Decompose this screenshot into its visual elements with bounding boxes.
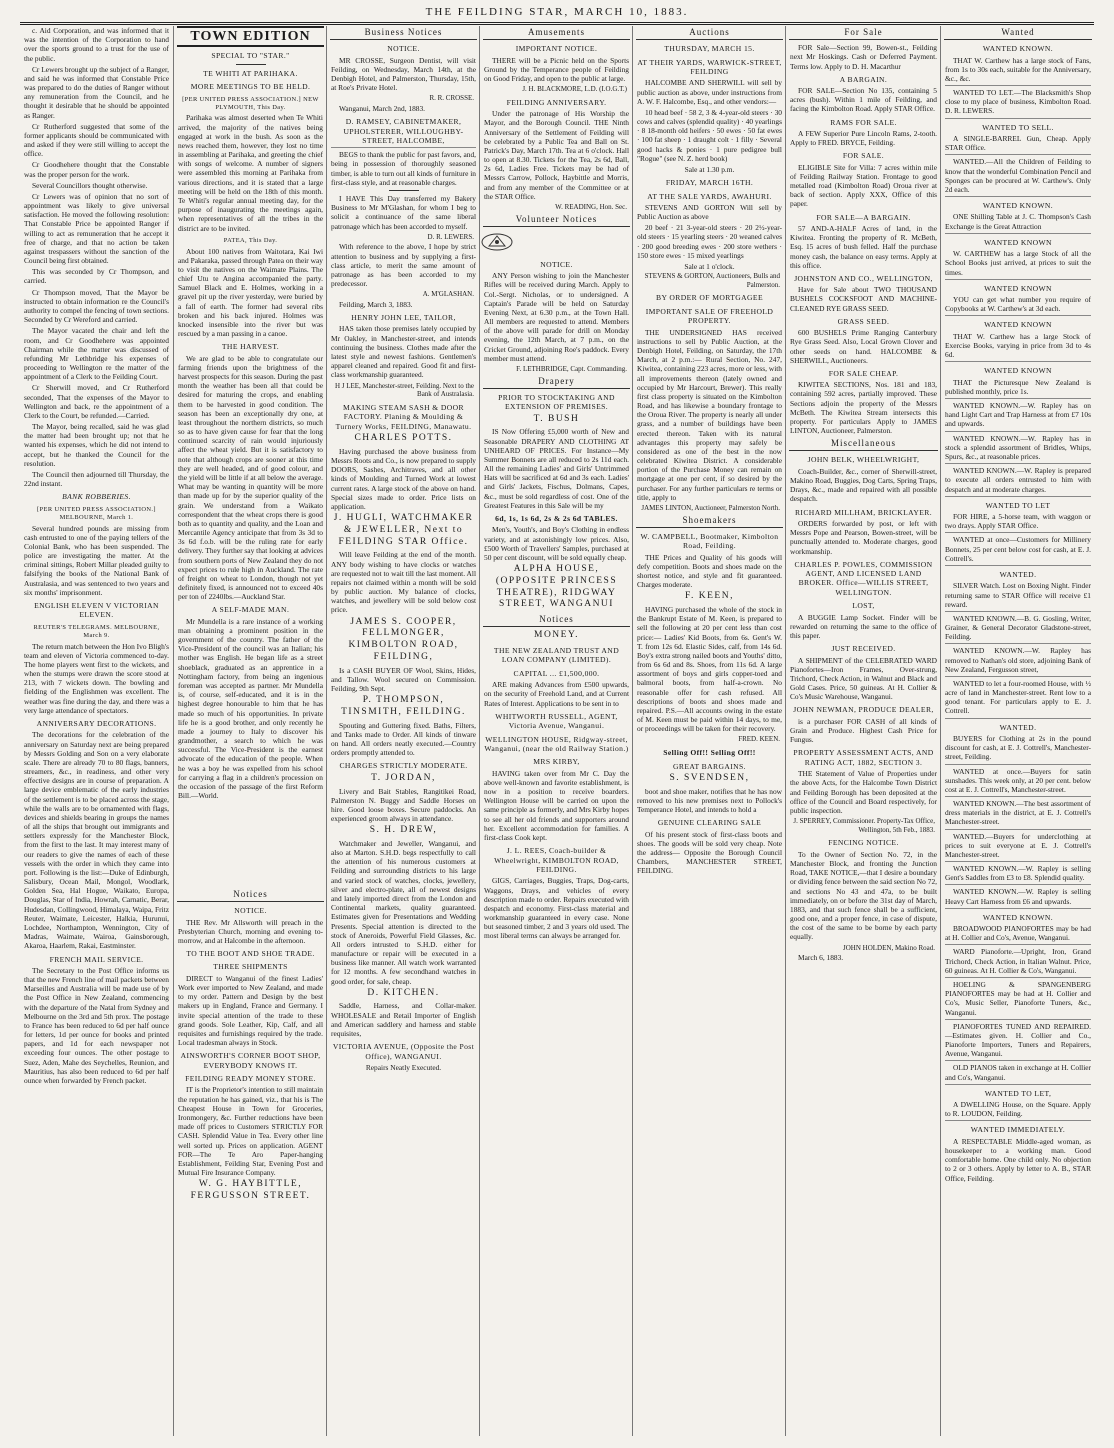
section-header-volunteer: Volunteer Notices (483, 213, 630, 227)
ad-text: BEGS to thank the public for past favors, and, being in possession of thoroughly seasoned timber, is able to turn out all kinds of furniture in first-class style, and at reasonable charges. (331, 150, 476, 187)
wanted-ad: WANTED KNOWN.—W. Rapley has in stock a splendid assortment of Bridles, Whips, Spurs, &c., at reasonable prices. (945, 434, 1091, 465)
ad-heading: RAMS FOR SALE. (830, 117, 897, 127)
wanted-ad: SILVER Watch. Lost on Boxing Night. Finder returning same to STAR Office will receive £1 reward. (945, 581, 1091, 612)
ad-text: Repairs Neatly Executed. (365, 1062, 442, 1072)
dateline: REUTER'S TELEGRAMS. MELBOURNE, March 9. (33, 623, 160, 639)
article-paragraph: The Mayor vacated the chair and left the room, and Cr Goodhehere was appointed Chairman while the matter was discussed of refunding Mr Lethbridge his expenses of proceeding to Wellington re the matter of the appointment of a Clerk to the Feilding Court. (24, 326, 169, 382)
ad-heading: LOST, (852, 601, 875, 611)
wanted-ad: BUYERS for Clothing at 2s in the pound discount for cash, at E. J. Cottrell's, Manchester-street, Feilding. (945, 734, 1091, 765)
special-line: SPECIAL TO "STAR." (211, 51, 290, 61)
ad-heading-alpha: ALPHA HOUSE, (OPPOSITE PRINCESS THEATRE), RIDGWAY STREET, WANGANUI (495, 564, 618, 610)
article-paragraph: c. Aid Corporation, and was informed that it was the intention of the Corporation to hand over the sports ground to a trust for the use of the public. (24, 26, 169, 63)
ad-text: Having purchased the above business from Messrs Roots and Co., is now prepared to supply DOORS, Sashes, Architraves, and all other kinds of Moulding and Turned Work at lowest current rates. A large stock of the above on hand. Special sizes made to order. Price lists on application. (331, 446, 476, 511)
wanted-ad: WANTED to let a four-roomed House, with ½ acre of land in Manchester-street. Rent low to a good tenant. For particulars apply to E. J. Cottrell. (945, 679, 1091, 719)
article-paragraph: About 100 natives from Waitotara, Kai Iwi and Pakaraka, passed through Patea on their way to visit the natives on the Waimate Plains. The chief Utu te Angina accompanied the party. Samuel Black and E. Holmes, working in a gravel pit up the river yesterday, were buried by a fall of earth. The former had several ribs broken and his back injured. Holmes was knocked insensible into the river but was rescued by a man passing in a canoe. (178, 246, 323, 339)
ad-heading-potts: CHARLES POTTS. (354, 433, 453, 444)
article-paragraph: The Secretary to the Post Office informs us that the new French line of mail packets between Marseilles and Australia will be made use of by the Post Office in New Zealand, commencing with the departure of the Natal from Sydney and Melbourne on the 3rd and 5th prox. The postage to France has been reduced to 6d per half ounce for letters, 1d per ounce for books and printed papers, and 1d for each newspaper not exceeding four ounces. The other postage to Suez, Aden, Mahe des Seychelles, Reunion, and Mauritius, has also been reduced to 6d per half ounce when forwarded by French packet. (24, 965, 169, 1085)
wanted-ad: WANTED KNOWN.—W. Rapley is selling Gent's Saddles from £3 to £8. Splendid quality. (945, 864, 1091, 885)
article-paragraph: The Council then adjourned till Thursday, the 22nd instant. (24, 469, 169, 489)
ad-heading: CHARGES STRICTLY MODERATE. (339, 761, 468, 771)
headline-harvest: THE HARVEST. (221, 342, 280, 352)
ad-heading-fencing: FENCING NOTICE. (828, 838, 899, 848)
ad-heading-kitchen: D. KITCHEN. (367, 987, 440, 998)
ad-text: Saddle, Harness, and Collar-maker. WHOLESALE and Retail Importer of English and American saddlery and harness and stable requisites, (331, 1001, 476, 1038)
ad-text: HAVING purchased the whole of the stock in the Bankrupt Estate of M. Keen, is prepared to sell the following at 20 per cent less than cost price:— Ladies' Kid Boots, from 6s. Gent's W. T. from 12s 6d. Elastic Sides, calf, from 14s 6d. Boy's extra strong nailed boots and Youths' ditto, from 6s 6d and 8s. Shoes, from 11s 6d. A large assortment of boys and girls copper-toed and balmoral boots, from half-a-crown. No reasonable offer for cash refused. All descriptions of boots and shoes made and repaired. P.S.—All accounts owing in the estate of M. Keen must be paid within 14 days, to me, or proceedings will be taken for their recovery. (637, 605, 782, 734)
ad-date: Wanganui, March 2nd, 1883. (339, 103, 426, 113)
auction-date: FRIDAY, MARCH 16TH. (665, 178, 754, 188)
ad-signature: J. SPERREY, Commissioner. Property-Tax Office, Wellington, 5th Feb., 1883. (793, 817, 935, 834)
ad-heading-whitworth: WHITWORTH RUSSELL, AGENT, Victoria Avenue, Wanganui. (495, 711, 618, 731)
wanted-ad: WANTED KNOWN.—W. Rapley is selling Heavy Cart Harness from £6 and upwards. (945, 887, 1091, 908)
ad-signature: FRED. KEEN. (738, 735, 780, 744)
ad-heading-kirby: MRS KIRBY, (533, 757, 580, 767)
column-auctions (632, 26, 786, 1436)
ad-heading-ready-money: FEILDING READY MONEY STORE. (185, 1074, 316, 1084)
ad-heading-newman: JOHN NEWMAN, PRODUCE DEALER, (793, 705, 934, 715)
ad-text: Coach-Builder, &c., corner of Sherwill-street, Makino Road, Buggies, Dog Carts, Spring Traps, Drays, &c., made and repaired with all possible despatch. (790, 466, 937, 504)
divider (236, 64, 266, 65)
ad-text: THE Statement of Value of Properties under the above Acts, for the Halcombe Town District and Feilding Borough has been deposited at the office of the Council and Board respectively, for public inspection. (790, 769, 937, 815)
dateline: PATEA, This Day. (223, 236, 278, 244)
notice-heading: NOTICE. (387, 44, 420, 54)
ad-heading-bargains: GREAT BARGAINS. (673, 761, 746, 771)
article-paragraph: This was seconded by Cr Thompson, and carried. (24, 267, 169, 286)
ad-text: Is a CASH BUYER OF Wool, Skins, Hides, and Tallow. Wool secured on Commission. Feilding, 9th Sept. (331, 665, 476, 693)
ad-heading-johnston: JOHNSTON AND CO., WELLINGTON, (794, 273, 933, 283)
wanted-heading: WANTED. (999, 722, 1037, 732)
wanted-ad: OLD PIANOS taken in exchange at H. Collier and Co's, Wanganui. (945, 1063, 1091, 1084)
ad-heading-svendsen: S. SVENDSEN, (669, 772, 750, 783)
ad-heading: JUST RECEIVED. (831, 644, 896, 654)
newspaper-page (20, 26, 1094, 1436)
ad-signature: JOHN HOLDEN, Makino Road. (843, 943, 935, 952)
article-paragraph: The return match between the Hon Ivo Bligh's team and eleven of Victoria commenced to-day. The home players went first to the wickets, and when the stumps were drawn the score stood at 213, with 7 wickets down. The bowling and fielding of the Englishmen was excellent. The weather was fine during the day, and there was a very large attendance of spectators. (24, 641, 169, 715)
divider (389, 190, 419, 191)
wanted-ad: A RESPECTABLE Middle-aged woman, as housekeeper to a working man. Good comfortable home. One child only. No objection to 2 or 3 others. Apply by letter to A. B., STAR Office, Feilding. (945, 1136, 1091, 1183)
wanted-ad: THAT W. Carthew has a large stock of Fans, from 1s to 30s each, suitable for the Anniversary, &c., &c. (945, 56, 1091, 87)
ad-heading-ainsworth: AINSWORTH'S CORNER BOOT SHOP, EVERYBODY KNOWS IT. (180, 1051, 321, 1070)
ad-heading-hugli: J. HUGLI, WATCHMAKER & JEWELLER, Next to FEILDING STAR Office. (333, 513, 474, 547)
ad-signature: A. M'GLASHAN. (422, 290, 474, 299)
ad-heading-lee: HENRY JOHN LEE, TAILOR, (351, 313, 456, 323)
ad-heading: PRIOR TO STOCKTAKING AND EXTENSION OF PREMISES. (498, 392, 615, 412)
lot-list: 10 head beef · 58 2, 3 & 4-year-old steers · 30 cows and calves (splendid quality) · 40 yearlings · 8 18-month old heifers · 50 ewes · 50 fat ewes · 100 fat sheep · 1 draught colt · 1 filly · Several good hacks & ponies · 1 pure pedigree bull "Rogue" (see N. Z. herd book) (637, 107, 782, 163)
auction-location: AT THE SALE YARDS, AWAHURI. (647, 191, 772, 201)
ad-heading: THREE SHIPMENTS (213, 962, 288, 972)
ad-text: HAVING taken over from Mr C. Day the above well-known and favorite establishment, is now in a position to receive boarders. Wellington House will be carried on upon the same principle as formerly, and Mrs Kirby hopes to see all her old friends and supporters around her. Excellent accommodation for families. A first-class Cook kept. (484, 768, 629, 842)
section-header-miscellaneous: Miscellaneous (789, 437, 938, 451)
wanted-ad: ONE Shilling Table at J. C. Thompson's Cash Exchange is the Great Attraction (945, 212, 1091, 233)
wanted-heading: WANTED TO LET (985, 500, 1051, 510)
wanted-ad: WANTED KNOWN.—The best assortment of dress materials in the district, at E. J. Cottrell's Manchester-street. (945, 799, 1091, 830)
wanted-ad: WANTED KNOWN.—W. Rapley has removed to Nathan's old store, adjoining Bank of New Zealand, Fergusson street, (945, 646, 1091, 677)
ad-signature: F. LETHBRIDGE, Capt. Commanding. (516, 365, 627, 373)
section-header-wanted: Wanted (944, 26, 1092, 40)
ad-heading: FOR SALE—A BARGAIN. (816, 212, 911, 222)
ad-heading-ramsey: D. RAMSEY, CABINETMAKER, UPHOLSTERER, WILLOUGHBY-STREET, HALCOMBE, (331, 117, 476, 148)
auction-date: THURSDAY, MARCH 15. (664, 44, 755, 54)
ad-text: HALCOMBE AND SHERWILL will sell by public auction as above, under instructions from A. W. F. Halcombe, Esq., and other vendors:— (637, 78, 782, 106)
ad-text: THERE will be a Picnic held on the Sports Ground by the Temperance people of Feilding on Good Friday, and open to the public at large. (484, 55, 629, 83)
town-edition-title: TOWN EDITION (177, 26, 324, 47)
ad-text: 600 BUSHELS Prime Ranging Canterbury Rye Grass Seed. Also, Local Grown Clover and other seeds on hand. HALCOMBE & SHERWILL, Auctioneers. (790, 328, 937, 365)
ad-text: GIGS, Carriages, Buggies, Traps, Dog-carts, Waggons, Drays, and vehicles of every description made to order. Repairs executed with despatch and economy. First-class material and workmanship guaranteed in every case. None but seasoned timber, 2 and 3 years old used. The most liberal terms can always be arranged for. (484, 876, 629, 941)
headline-french-mail: FRENCH MAIL SERVICE. (49, 954, 144, 964)
wanted-ad: PIANOFORTES TUNED AND REPAIRED.—Estimates given. H. Collier and Co., Pianoforte Importers, Tuners and Repairers, Avenue, Wanganui. (945, 1022, 1091, 1062)
ad-heading-powles: CHARLES P. POWLES, COMMISSION AGENT, AND LICENSED LAND BROKER. Office—WILLIS STREET, WELLINGTON. (794, 559, 933, 597)
ad-text: Have for Sale about TWO THOUSAND BUSHELS COCKSFOOT AND MACHINE-CLEANED RYE GRASS SEED. (790, 285, 937, 313)
ad-text: THE Prices and Quality of his goods will defy competition. Boots and shoes made on the shortest notice, and style and fit guaranteed. Charges moderate. (637, 552, 782, 590)
ad-text: is a purchaser FOR CASH of all kinds of Grain and Produce. Highest Cash Price for Fungus. (790, 716, 937, 745)
ad-heading-bush: T. BUSH (533, 413, 580, 424)
ad-heading-trust: THE NEW ZEALAND TRUST AND LOAN COMPANY (LIMITED). (493, 646, 620, 665)
ad-text: ARE making Advances from £500 upwards, on the security of Freehold Land, and at Current Rates of Interest. Applications to be sent in to (484, 680, 629, 708)
wanted-heading: WANTED KNOWN (984, 320, 1052, 330)
crest-emblem-icon (480, 232, 514, 252)
wanted-heading: WANTED. (999, 569, 1037, 579)
ad-text: boot and shoe maker, notifies that he has now removed to his new premises next to Pollock's Temperance Hotel, and intends to hold a (637, 786, 782, 815)
wanted-ad: WANTED KNOWN.—B. G. Gosling, Writer, Grainer, & General Decorator Gladstone-street, Feilding. (945, 614, 1091, 645)
wanted-ad: A SINGLE-BARREL Gun, Cheap. Apply STAR Office. (945, 134, 1091, 155)
wanted-ad: WANTED TO LET.—The Blacksmith's Shop close to my place of business, Kimbolton Road. D. R. LEWERS. (945, 88, 1091, 119)
article-paragraph: Cr Lewers was of opinion that no sort of appointment was likely to give universal satisfaction. He moved the following resolution: That Constable Price be appointed Ranger if willing to act as remuneration that he accept it free of charge, and that no action be taken against trespassers without the sanction of the Council being first obtained. (24, 191, 169, 266)
article-paragraph: The Mayor, being recalled, said he was glad the matter had been brought up; not that he wanted his expenses, which he did not intend to accept, but he thanked the Council for the resolution. (24, 422, 169, 468)
ad-heading-millham: RICHARD MILLHAM, BRICKLAYER. (794, 507, 933, 517)
ad-heading-victoria: VICTORIA AVENUE, (Opposite the Post Office), WANGANUI. (332, 1042, 475, 1061)
ad-text: ORDERS forwarded by post, or left with Messrs Pope and Pearson, Bowen-street, will be punctually attended to. Moderate charges, good workmanship. (790, 518, 937, 556)
ad-heading-wellington-house: WELLINGTON HOUSE, Ridgway-street, Wanganui, (near the old Railway Station.) (484, 734, 629, 753)
ad-text: STEVENS AND GORTON Will sell by Public Auction as above (637, 202, 782, 222)
ad-heading-tables: 6d, 1s, 1s 6d, 2s & 2s 6d TABLES. (495, 513, 618, 523)
ad-text: Livery and Bait Stables, Rangitikei Road, Palmerston N. Buggy and Saddle Horses on hire. Good loose boxes. Secure paddocks. An experienced groom always in attendance. (331, 786, 476, 824)
ad-heading: FOR SALE. (842, 151, 885, 161)
article-paragraph: We are glad to be able to congratulate our farming friends upon the brightness of the harvest prospects for this season. During the past month the weather has been all that could be desired for maturing the crops, and enabling them to be harvested in good condition. The season has been an exceptionally dry one, at least throughout the northern districts, so much so as to have given cause for fear that the long continued scarcity of rain would injuriously affect the wheat yield. But it is satisfactory to note that although crops are sooner at this time they are well headed, and of good colour, and the yield will be little if at all below the average. What may be wanting in quantity will be more than made up for by the superior quality of the grain. We understand from a Waikato correspondent that the wheat crops there is good both as to quantity and quality, and the Loan and Mercantile Agency anticipate that from 3s 3d to 3s 6d f.o.b. will be the ruling rate for early delivery. They further say that looking at advices from southern ports of New Zealand they do not expect prices to rule high in Auckland. The rate of freight on wheat to London, though not yet definitely fixed, is announced not to exceed 40s per ton of 2240lbs.—Auckland Star. (178, 353, 323, 602)
ad-text: With reference to the above, I hope by strict attention to business and by supplying a first-class article, to merit the same amount of patronage as has been accorded to my predecessor. (331, 242, 476, 289)
notice-heading: NOTICE. (234, 906, 267, 916)
article-paragraph: Cr Sherwill moved, and Cr Rutherford seconded, That the expenses of the Mayor to Wellington and back, re the appointment of a Clerk to the Court, be refunded.—Carried. (24, 383, 169, 420)
section-header-auctions: Auctions (636, 26, 783, 40)
ad-text: THE UNDERSIGNED HAS received instructions to sell by Public Auction, at the Denbigh Hotel, Feilding, on Saturday, the 17th March, at 2 p.m.:— Rural Section, No. 247, Kiwitea, containing 223 acres, more or less, with all improvements thereon (lately owned and occupied by Mr Harcourt, Brewer). This really first class property is situated on the Kimbolton Road, and has likewise a boundary frontage to the Oroua River. The property is nearly all under grass, and a number of buildings have been erected thereon. Taken with its natural advantages this property may safely be considered as one of the best in the now celebrated Kiwitea District. A considerable portion of the Purchase Money can remain on mortgage at one per cent, if so desired by the purchaser. For any further particulars re terms or title, apply to (637, 327, 782, 502)
town-edition-section (174, 26, 327, 888)
ad-date: Feilding, March 3, 1883. (339, 299, 413, 309)
ad-text: Men's, Youth's, and Boy's Clothing in endless variety, and at astonishingly low prices. Also, £500 Worth of Travellers' Samples, purchased at 50 per cent discount, will be sold equally cheap. (484, 525, 629, 562)
headline-te-whiti: TE WHITI AT PARIHAKA. (203, 68, 298, 78)
wanted-ad: THAT W. Carthew has a large Stock of Exercise Books, varying in price from 3d to 4s 6d. (945, 332, 1091, 363)
ad-text: ANY Person wishing to join the Manchester Rifles will be received during March. Apply to Col.-Sergt. Nicholas, or to undersigned. A Captain's Parade will be held on Saturday Evening Next, at 6.30 p.m., at the Town Hall. All members are requested to attend. Members of the above will parade for drill on Monday evening, the 12th March, at 7 p.m., on the Cricket Ground, adjoining Roe's paddock. Every member must attend. (484, 271, 629, 363)
headline-cricket: ENGLISH ELEVEN V VICTORIAN ELEVEN. (34, 600, 159, 620)
notice-text: THE Rev. Mr Allsworth will preach in the Presbyterian Church, morning and evening to-morrow, and at Halcombe in the afternoon. (178, 917, 323, 945)
wanted-ad: FOR HIRE, a 5-horse team, with waggon or two drays. Apply STAR Office. (945, 512, 1091, 533)
headline-meetings: MORE MEETINGS TO BE HELD. (190, 82, 311, 92)
ad-text: Of his present stock of first-class boots and shoes. The goods will be sold very cheap. Note the address— Opposite the Borough Council Chambers, MANCHESTER STREET, FEILDING. (637, 829, 782, 876)
wanted-ad: W. CARTHEW has a large Stock of all the School Books just arrived, at prices to suit the times. (945, 249, 1091, 280)
section-header-drapery: Drapery (483, 375, 630, 389)
ad-text: I HAVE This Day transferred my Bakery Business to Mr M'Glashan, for whom I beg to solicit a continuance of the same liberal patronage which has been accorded to myself. (331, 194, 476, 231)
ad-text: A SHIPMENT of the CELEBRATED WARD Pianofortes—Iron Frames, Over-strung, Trichord, Check Action, in Walnut and Black and Gold Cases. Price, 50 guineas. At H. Collier & Co's Music Warehouse, Wanganui. (790, 655, 937, 702)
ad-heading: FOR SALE CHEAP. (828, 368, 899, 378)
ad-signature: STEVENS & GORTON, Auctioneers, Bulls and Palmerston. (644, 272, 780, 289)
wanted-heading: WANTED TO SELL. (982, 122, 1054, 132)
article-paragraph: Several Councillors thought otherwise. (32, 180, 148, 190)
column-local-news (20, 26, 173, 1436)
ad-text: MR CROSSE, Surgeon Dentist, will visit Feilding, on Wednesday, March 14th, at the Denbigh Hotel, and Palmerston, Thursday, 15th, at Roe's Private Hotel. (331, 55, 476, 93)
ad-heading-jordan: T. JORDAN, (371, 772, 436, 783)
column-amusements (479, 26, 633, 1436)
ad-text: ELIGIBLE Site for Villa: 7 acres within mile of Feilding Railway Station. Frontage to good metalled road (Kimbolton Road) Oroua river at back of section. Apply XXX, Office of this paper. (790, 162, 937, 209)
wanted-ad: WANTED at once—Customers for Millinery Bonnets, 25 per cent below cost for cash, at E. J. Cottrell's. (945, 535, 1091, 566)
sale-time: Sale at 1 o'clock. (684, 261, 735, 271)
wanted-ad: WANTED KNOWN.—W. Rapley is prepared to execute all orders entrusted to him with despatch and at moderate charges. (945, 466, 1091, 497)
ad-signature: H J LEE, Manchester-street, Feilding. Next to the Bank of Australasia. (334, 381, 474, 399)
ad-text: To the Owner of Section No. 72, in the Manchester Block, and fronting the Junction Road, TAKE NOTICE,—that I desire a boundary or dividing fence between the said section No 72, and sections No 43 and 47a, to be built immediately, on or before the 31st day of March, 1883, and that such fence shall be a sufficient, good one, and a proper fence, in case of dispute, the cost of the same to be borne by each party equally. (790, 849, 937, 942)
article-paragraph: Cr Goodhehere thought that the Constable was the proper person for the work. (24, 160, 169, 179)
ad-text: Will leave Feilding at the end of the month. ANY body wishing to have clocks or watches are requested not to wait till the last moment. All repairs not claimed within a month will be sold by public auction. My balance of clocks, watches, and jewellery will be sold below cost price. (331, 550, 476, 615)
auction-location: AT THEIR YARDS, WARWICK-STREET, FEILDING (637, 57, 782, 76)
ad-signature: JAMES LINTON, Auctioneer, Palmerston North. (641, 503, 780, 512)
section-header-for-sale: For Sale (789, 26, 938, 40)
masthead: THE FEILDING STAR, MARCH 10, 1883. (425, 6, 689, 18)
ad-heading-drew: S. H. DREW, (369, 825, 438, 836)
ad-heading: GRASS SEED. (837, 316, 890, 326)
lot-list: 20 beef · 21 3-year-old steers · 20 2½-year-old steers · 15 yearling steers · 20 weaned calves · 200 good breeding ewes · 200 store wethers · 150 store ewes · 15 mixed yearlings (637, 223, 782, 260)
column-business-notices (326, 26, 480, 1436)
ad-text: KIWITEA SECTIONS, Nos. 181 and 183, containing 592 acres, partially improved. These Sections adjoin the property of the Messrs McBeth. The Kiwitea Stream intersects this property. For particulars Apply to JAMES LINTON, Auctioneer, Palmerston. (790, 380, 937, 436)
ad-heading-belk: JOHN BELK, WHEELWRIGHT, (807, 455, 920, 465)
ad-text: Spouting and Guttering fixed. Baths, Filters, and Tanks made to Order. All kinds of tinware on hand. All orders neatly executed.—Country orders promptly attended to. (331, 720, 476, 758)
ad-heading-clearing-sale: GENUINE CLEARING SALE (657, 818, 762, 828)
ad-text: FOR SALE—Section No 135, containing 5 acres (bush). Within 1 mile of Feilding, and facing the Kimbolton Road. Apply STAR Office. (790, 86, 937, 114)
ad-heading-keen: F. KEEN, (685, 591, 734, 602)
wanted-heading: WANTED KNOWN (984, 366, 1052, 376)
wanted-ad: BROADWOOD PIANOFORTES may be had at H. Collier and Co's, Avenue, Wanganui. (945, 924, 1091, 945)
wanted-heading: WANTED IMMEDIATELY. (970, 1125, 1066, 1135)
wanted-heading: WANTED KNOWN (984, 237, 1052, 247)
article-paragraph: Parihaka was almost deserted when Te Whiti arrived, the majority of the natives being engaged at work in the bush. As soon as the news reached them, however, they lost no time in assembling at Parihaka, and greeting the chief with songs of welcome. A number of signers were assembled this morning at Parihaka from various directions, and it is stated that a large meeting will be held on the 18th of this month. Te Whiti's regular annual meeting day, for the purpose of inaugurating the meetings again, when representatives of all the tribes in the district are to be invited. (178, 113, 323, 233)
masthead-rule (20, 22, 1094, 23)
ad-heading-thompson: P. THOMPSON, TINSMITH, FEILDING. (341, 695, 466, 717)
column-town-edition (173, 26, 327, 1436)
ad-text: A BUGGIE Lamp Socket. Finder will be rewarded on returning the same to the office of this paper. (790, 612, 937, 641)
ad-heading-campbell: W. CAMPBELL, Bootmaker, Kimbolton Road, Feilding. (640, 531, 779, 551)
section-header-business: Business Notices (330, 26, 477, 40)
masthead-rule-double (20, 24, 1094, 25)
ad-heading-sash: MAKING STEAM SASH & DOOR FACTORY. Planing & Moulding & Turnery Works, FEILDING, Manawatu. (335, 402, 472, 431)
ad-signature: R. R. CROSSE. (429, 94, 474, 103)
wanted-heading: WANTED KNOWN (984, 283, 1052, 293)
ad-text: DIRECT to Wanganui of the finest Ladies' Work ever imported to New Zealand, and made to my order. Pattern and Design by the best makers up in England, France and Germany. I invite special attention of the trade to these grand goods. Sole Leather, Kip, Calf, and all requisites and furnishings required by the trade. Local tradesman always in Stock. (178, 973, 323, 1048)
article-paragraph: Mr Mundella is a rare instance of a working man obtaining a prominent position in the government of the country. The father of the Vice-President of the council was an Italian; his mother was English. He began life as a street shoeblack, graduated as an apprentice in a Nottingham factory, from being an ingenious foreman was accepted as partner. Mr Mundella is, of course, self-educated, and it is in the highest degree honourable to him that he has made so much of his opportunities. In private life he is a good brother, and only recently he made a journey to Italy to discover his grandmother, a search to which he was successful. The Vice-President is the earnest advocate of the education of the people. When he was a boy he was expelled from his school for carrying a flag in a children's procession on the occasion of the passage of the first Reform Bill.—World. (178, 616, 323, 801)
ad-heading-mortgagee: BY ORDER OF MORTGAGEE (655, 293, 764, 303)
ad-text: Under the patronage of His Worship the Mayor, and the Borough Council. THE Ninth Anniversary of the Settlement of Feilding will be celebrated by a Public Tea and Ball on St. Patrick's Day, March 17th. Tea at 6 o'clock. Hall to open at 8.30. Tickets for the Tea, 2s 6d, Ball, 2s 6d, Ladies Free. Tickets may be had of Messrs Carrow, Pollock, Haybittle and Morris, and from any member of the Committee or at the STAR Office. (484, 109, 629, 201)
column-wanted (940, 26, 1095, 1436)
section-header-shoemakers: Shoemakers (636, 514, 783, 528)
ad-heading-property-acts: PROPERTY ASSESSMENT ACTS, AND RATING ACT, 1882, SECTION 3. (793, 748, 934, 767)
notice-heading: IMPORTANT NOTICE. (515, 44, 598, 54)
ad-heading-cooper: JAMES S. COOPER, FELLMONGER, KIMBOLTON ROAD, FEILDING, (348, 616, 459, 662)
ad-signature: W. READING, Hon. Sec. (555, 202, 627, 211)
ad-heading: A BARGAIN. (839, 74, 888, 84)
ad-text: IT is the Proprietor's intention to still maintain the reputation he has gained, viz., that his is The Cheapest House in Town for Groceries, Ironmongery, &c. Further reductions have been made off prices to Customers STRICTLY FOR CASH. Splendid Value in Tea. Every other line well sorted up. Prices on application. AGENT FOR—The Te Aro Paper-hanging Establishment, Feilding Star, Evening Post and Mutual Fire Insurance Company. (178, 1085, 323, 1178)
ad-heading-selling-off: Selling Off!! Selling Off!! (663, 748, 756, 758)
article-paragraph: Cr Thompson moved, That the Mayor be instructed to obtain information re the Council's authority to compel the fencing of town sections. Seconded by Cr Wereford and carried. (24, 287, 169, 325)
section-header-notices: Notices (483, 613, 630, 627)
dateline: [PER UNITED PRESS ASSOCIATION.] MELBOURNE, March 1. (37, 505, 156, 521)
ad-heading-freehold: IMPORTANT SALE OF FREEHOLD PROPERTY. (645, 306, 774, 326)
ad-text: 57 AND-A-HALF Acres of land, in the Kiwitea. Fronting the property of R. McBeth, Esq. 15 acres of bush felled. Half the purchase money cash, the balance on easy terms. Apply at this office. (790, 224, 937, 270)
article-paragraph: Cr Rutherford suggested that some of the former applicants should be communicated with and asked if they were still willing to accept the office. (24, 121, 169, 159)
wanted-ad: WANTED KNOWN.—W. Rapley has on hand Light Cart and Trap Harness at from £7 10s and upwards. (945, 401, 1091, 432)
column-for-sale (785, 26, 941, 1436)
headline-anniversary-decorations: ANNIVERSARY DECORATIONS. (36, 718, 157, 728)
wanted-ad: A DWELLING House, on the Square. Apply to R. LOUDON, Feilding. (945, 1100, 1091, 1121)
wanted-ad: THAT the Picturesque New Zealand is published monthly, price 1s. (945, 378, 1091, 399)
article-paragraph: Cr Lewers brought up the subject of a Ranger, and said he was informed that Constable Price was prepared to do the duties of Ranger without any remuneration from the Council, and he thought it desirable that he should be appointed as Ranger. (24, 64, 169, 120)
ad-heading-money: MONEY. (534, 630, 579, 641)
headline-bank-robberies: BANK ROBBERIES. (62, 492, 131, 502)
ad-text: Watchmaker and Jeweller, Wanganui, and also at Marton. S.H.D. begs respectfully to call the attention of his numerous customers at Feilding and surrounding districts to his large and varied stock of watches, clocks, jewellery, silver and electro-plate, all of newest designs and lately imported direct from the London and Continental markets, quality guaranteed. Estimates given for Presentations and Wedding Presents. Special attention is directed to the stock of Aneroids, Powerful Field Glasses, &c. All orders intrusted to S.H.D. either for manufacture or repair will be executed in a business like manner. All watch work warranted for 12 months. A few secondhand watches in good order, for sale, cheap. (331, 838, 476, 986)
section-header-amusements: Amusements (483, 26, 630, 40)
wanted-ad: YOU can get what number you require of Copybooks at W. Carthew's at 3d each. (945, 295, 1091, 316)
dateline: [PER UNITED PRESS ASSOCIATION.] NEW PLYMOUTH, This Day. (182, 95, 319, 111)
notice-heading: FEILDING ANNIVERSARY. (506, 97, 607, 107)
section-header-notices: Notices (177, 888, 324, 902)
wanted-heading: WANTED TO LET, (984, 1088, 1052, 1098)
wanted-ad: WANTED at once.—Buyers for satin sunshades. This week only, at 20 per cent. below cost at E. J. Cottrell's, Manchester-street. (945, 767, 1091, 798)
notice-heading: NOTICE. (540, 259, 573, 269)
headline-self-made-man: A SELF-MADE MAN. (211, 605, 290, 615)
ad-text: IS Now Offering £5,000 worth of New and Seasonable DRAPERY AND CLOTHING AT UNHEARD OF PRICES. For Instance—My Summer Bonnets are all reduced to 2s 11d each. All the remaining Ladies' and Girls' Untrimmed Hats will be sacrificed at 6d and 3s each. Ladies' and Girls' Jackets, Fischus, Dolmans, Capes, &c., must be sold regardless of cost. One of the Greatest Features in this Sale will be my (484, 427, 629, 510)
ad-heading-haybittle: W. G. HAYBITTLE, FERGUSSON STREET. (190, 1179, 311, 1201)
wanted-heading: WANTED KNOWN. (982, 44, 1054, 54)
wanted-ad: WANTED.—Buyers for underclothing at prices to suit everyone at E. J. Cottrell's Manchester-street. (945, 832, 1091, 863)
ad-signature: D. R. LEWERS. (427, 232, 474, 241)
ad-heading-rees: J. L. REES, Coach-builder & Wheelwright, KIMBOLTON ROAD, FEILDING. (494, 846, 619, 874)
article-paragraph: The decorations for the celebration of the anniversary on Saturday next are being prepared by Messrs Golding and Son on a very elaborate scale. There are already 70 to 80 flags, banners, streamers, &c., in readiness, and other very effective designs are in course of preparation. A large device emblematic of the early industries of the settlement is to be placed across the stage, while the walls are to be ornamented with flags, devices and shields bearing in groups the names of all the ships that brought out immigrants and settlers expressly for the Manchester Block, from the first to the last. It may interest many of our readers to give the names of each of these vessels with the order in which they came into port. Following is the list:—Duke of Edinburgh, Salisbury, Ocean Mail, Mongol, Woodlark, Golden Sea, Hal Hogue, Waikato, Europa, Douglas, Star of India, Howrah, Carnatic, Berar, Hudesdan, Collingwood, Himalaya, Waipa, Fritz Reuter, Waimate, Leicester, Halkia, Hurunui, Lochdee, Northampton, Wennington, City of Madras, Waimate, Wairoa, Gainsborough, Akaroa, Haarlem, Rakai, Eastminster. (24, 730, 169, 951)
ad-heading-capital: CAPITAL ... £1,500,000. (513, 668, 600, 678)
article-paragraph: Several hundred pounds are missing from cash entrusted to one of the paying tellers of the Colonial Bank, who has been suspended. The police are investigating the matter. At the criminal sittings, Robert Millar pleaded guilty to falsifying the books of the National Bank of Australasia, and was sentenced to two years and six months' imprisonment. (24, 523, 169, 597)
wanted-heading: WANTED KNOWN. (982, 201, 1054, 211)
wanted-heading: WANTED KNOWN. (982, 912, 1054, 922)
wanted-ad: WANTED.—All the Children of Feilding to know that the wonderful Combination Pencil and Sponges can be procured at W. Carthew's. Only 2d each. (945, 157, 1091, 197)
wanted-ad: WARD Pianoforte.—Upright, Iron, Grand Trichord, Check Action, in Italian Walnut. Price, 60 guineas. At H. Collier & Co's, Wanganui. (945, 947, 1091, 978)
wanted-ad: HOELING & SPANGENBERG PIANOFORTES may be had at H. Collier and Co's, Music Seller, Pianoforte Tuners, &c., Wanganui. (945, 980, 1091, 1020)
ad-date: March 6, 1883. (798, 953, 844, 963)
ad-text: FOR Sale—Section 99, Bowen-st., Feilding next Mr Hoskings. Cash or Deferred Payment. Terms low. Apply to D. H. Macarthur (790, 43, 937, 71)
sale-time: Sale at 1.30 p.m. (684, 164, 735, 174)
ad-text: A FEW Superior Pure Lincoln Rams, 2-tooth. Apply to FRED. BRYCE, Feilding. (790, 129, 937, 148)
ad-heading: TO THE BOOT AND SHOE TRADE. (186, 949, 315, 959)
ad-text: HAS taken those premises lately occupied by Mr Oakley, in Manchester-street, and intends continuing the business. Clothes made after the latest style and newest fashions. Gentlemen's apparel cleaned and repaired. Good fit and first-class workmanship guaranteed. (331, 324, 476, 380)
ad-signature: J. H. BLACKMORE, L.D. (I.O.G.T.) (522, 85, 627, 94)
